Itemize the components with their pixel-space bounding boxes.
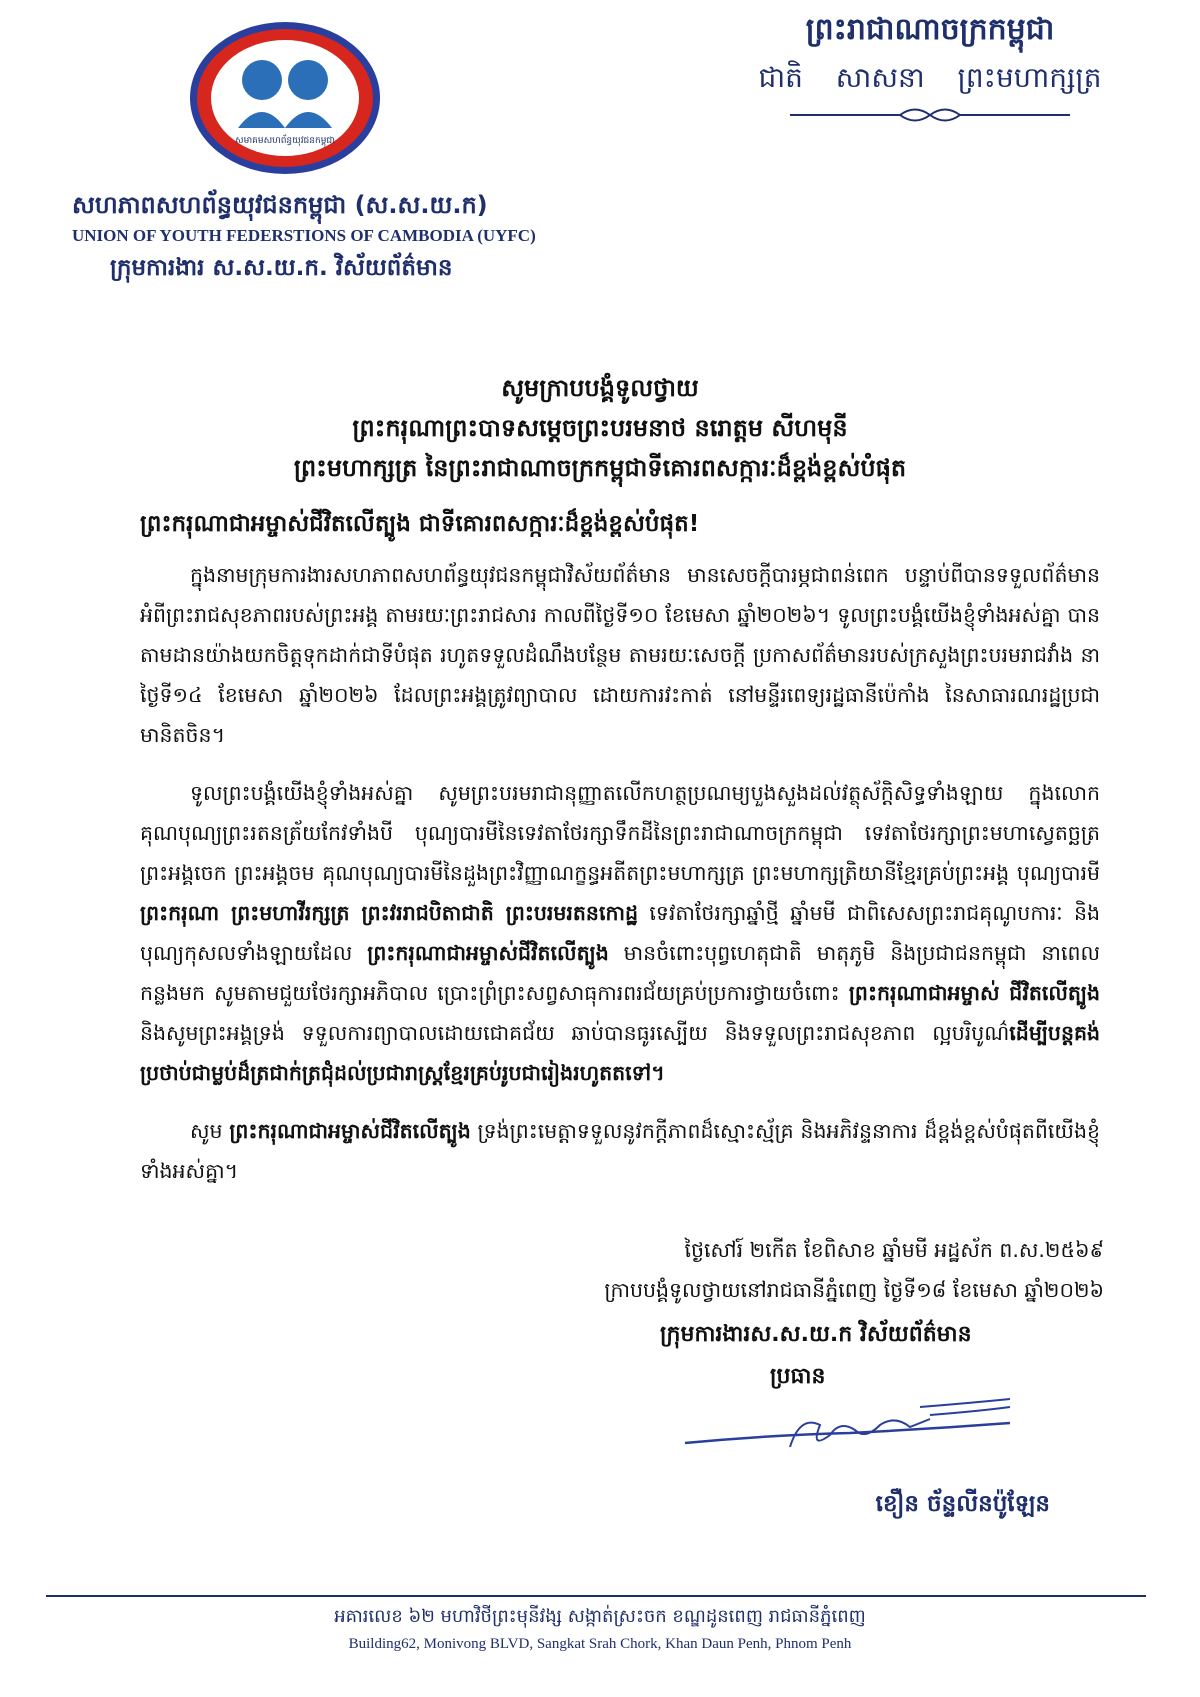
org-name-kh: សហភាពសហព័ន្ធយុវជនកម្ពុជា (ស.ស.យ.ក) — [72, 191, 488, 219]
heading-line-1: សូមក្រាបបង្គំទូលថ្វាយ — [501, 374, 699, 402]
lunar-date: ថ្ងៃសៅរ៍ ២កើត ខែពិសាខ ឆ្នាំមមី អដ្ឋស័ក ព.ស.២៥៦៩ — [684, 1238, 1104, 1262]
footer-divider — [46, 1595, 1146, 1597]
ornament-divider — [780, 104, 1080, 126]
signoff-title: ប្រធាន — [770, 1364, 826, 1389]
org-name-en: UNION OF YOUTH FEDERSTIONS OF CAMBODIA (UYFC) — [72, 226, 536, 245]
p2-text-c: ទេវតាថែរក្សាឆ្នាំថ្មី ឆ្នាំមមី ជាពិសេសព្រះរាជគុណូបការៈ និងបុណ្យកុសលទាំងឡាយដែល — [140, 901, 1100, 965]
paragraph-2 — [140, 773, 1100, 1093]
p3-text-a: សូម — [190, 1119, 223, 1143]
letter-dates — [544, 1230, 1104, 1310]
uyfc-logo — [180, 18, 390, 188]
heading-line-3: ព្រះមហាក្សត្រ នៃព្រះរាជាណាចក្រកម្ពុជាទីគោរពសក្ការៈដ៏ខ្ពង់ខ្ពស់បំផុត — [293, 454, 907, 482]
signer-name: ខឿន ច័ន្ទលីនប៉ូឡែន — [875, 1491, 1050, 1517]
letter-body — [140, 555, 1100, 1209]
footer-address-kh: អគារលេខ ៦២ មហាវិថីព្រះមុនីវង្ស សង្កាត់ស្រះចក ខណ្ឌដូនពេញ រាជធានីភ្នំពេញ — [334, 1606, 866, 1627]
logo-text: សមាគមសហព័ន្ធយុវជនកម្ពុជា — [235, 136, 335, 146]
kingdom-title: ព្រះរាជាណាចក្រកម្ពុជា — [805, 12, 1055, 47]
paragraph-3 — [140, 1111, 1100, 1191]
letter-heading — [0, 368, 1200, 488]
signature — [680, 1395, 1020, 1465]
p2-bold-king-father: ព្រះករុណា ព្រះមហាវីរក្សត្រ ព្រះវររាជបិតាជាតិ ព្រះបរមរតនកោដ្ឋ — [140, 901, 638, 925]
p2-bold-closing: ដើម្បីបន្តគង់ប្រថាប់ជាម្លប់ដ៏ត្រជាក់ត្រជុំដល់ប្រជារាស្ត្រខ្មែរគ្រប់រូបជារៀងរហូតតទៅ។ — [140, 1021, 1100, 1085]
p2-text-e: មានចំពោះបុព្វហេតុជាតិ មាតុភូមិ និងប្រជាជនកម្ពុជា នាពេលកន្លងមក សូមតាមជួយថែរក្សាអភិបាល ប្រោះព្រំព្រះសព្វសាធុការពរជ័យគ្រប់ប្រការថ្វាយចំពោះ — [140, 941, 1100, 1005]
org-department: ក្រុមការងារ ស.ស.យ.ក. វិស័យព័ត៌មាន — [110, 255, 453, 281]
paragraph-1: ក្នុងនាមក្រុមការងារសហភាពសហព័ន្ធយុវជនកម្ពុជាវិស័យព័ត៌មាន មានសេចក្តីបារម្ភជាពន់ពេក បន្ទាប់ពីបានទទួលព័ត៌មានអំពីព្រះរាជសុខភាពរបស់ព្រះអង្គ តាមរយៈព្រះរាជសារ កាលពីថ្ងៃទី១០ ខែមេសា ឆ្នាំ២០២៦។ ទូលព្រះបង្គំយើងខ្ញុំទាំងអស់គ្នា បានតាមដានយ៉ាងយកចិត្តទុកដាក់ជាទីបំផុត រហូតទទួលដំណឹងបន្ថែម តាមរយៈសេចក្តី ប្រកាសព័ត៌មានរបស់ក្រសួងព្រះបរមរាជវាំង នាថ្ងៃទី១៤ ខែមេសា ឆ្នាំ២០២៦ ដែលព្រះអង្គត្រូវព្យាបាល ដោយការវះកាត់ នៅមន្ទីរពេទ្យរដ្ឋធានីប៉េកាំង នៃសាធារណរដ្ឋប្រជាមានិតចិន។ — [140, 563, 1100, 747]
heading-line-2: ព្រះករុណាព្រះបាទសម្តេចព្រះបរមនាថ នរោត្តម សីហមុនី — [352, 414, 848, 442]
signoff-block — [660, 1314, 972, 1398]
p3-text-c: ទ្រង់ព្រះមេត្តាទទួលនូវកក្តីភាពដ៏ស្មោះស្ម័គ្រ និងអភិវន្ទនាការ ដ៏ខ្ពង់ខ្ពស់បំផុតពីយើងខ្ញុំទាំងអស់គ្នា។ — [140, 1119, 1100, 1183]
national-motto: ជាតិ សាសនា ព្រះមហាក្សត្រ — [758, 61, 1102, 94]
p2-text-g: និងសូមព្រះអង្គទ្រង់ ទទួលការព្យាបាលដោយជោគជ័យ ឆាប់បានធូរស្បើយ និងទទួលព្រះរាជសុខភាព ល្អបរិបូណ៌ — [140, 1021, 1010, 1045]
salutation: ព្រះករុណាជាអម្ចាស់ជីវិតលើត្បូង ជាទីគោរពសក្ការៈដ៏ខ្ពង់ខ្ពស់បំផុត! — [140, 511, 700, 537]
p2-bold-king-1: ព្រះករុណាជាអម្ចាស់ជីវិតលើត្បូង — [367, 941, 609, 965]
p2-text-a: ទូលព្រះបង្គំយើងខ្ញុំទាំងអស់គ្នា សូមព្រះបរមរាជានុញ្ញាតលើកហត្ថប្រណម្យបួងសួងដល់វត្ថុស័ក្តិសិទ្ធទាំងឡាយ ក្នុងលោក គុណបុណ្យព្រះរតនត្រ័យកែវទាំងបី បុណ្យបារមីនៃទេវតាថែរក្សាទឹកដីនៃព្រះរាជាណាចក្រកម្ពុជា ទេវតាថែរក្សាព្រះមហាស្វេតច្ឆត្រ ព្រះអង្គចេក ព្រះអង្គចម គុណបុណ្យបារមីនៃដួងព្រះវិញ្ញាណក្ខន្ធអតីតព្រះមហាក្សត្រ ព្រះមហាក្សត្រិយានីខ្មែរគ្រប់ព្រះអង្គ បុណ្យបារមី — [140, 781, 1100, 885]
footer-address-en: Building62, Monivong BLVD, Sangkat Srah Chork, Khan Daun Penh, Phnom Penh — [348, 1636, 852, 1652]
solar-date: ក្រាបបង្គំទូលថ្វាយនៅរាជធានីភ្នំពេញ ថ្ងៃទី១៨ ខែមេសា ឆ្នាំ២០២៦ — [604, 1278, 1104, 1302]
p2-bold-king-2: ព្រះករុណាជាអម្ចាស់ ជីវិតលើត្បូង — [848, 981, 1100, 1005]
signoff-group: ក្រុមការងារស.ស.យ.ក វិស័យព័ត៌មាន — [660, 1322, 972, 1347]
p3-bold-king: ព្រះករុណាជាអម្ចាស់ជីវិតលើត្បូង — [229, 1119, 471, 1143]
kingdom-header — [740, 10, 1120, 101]
